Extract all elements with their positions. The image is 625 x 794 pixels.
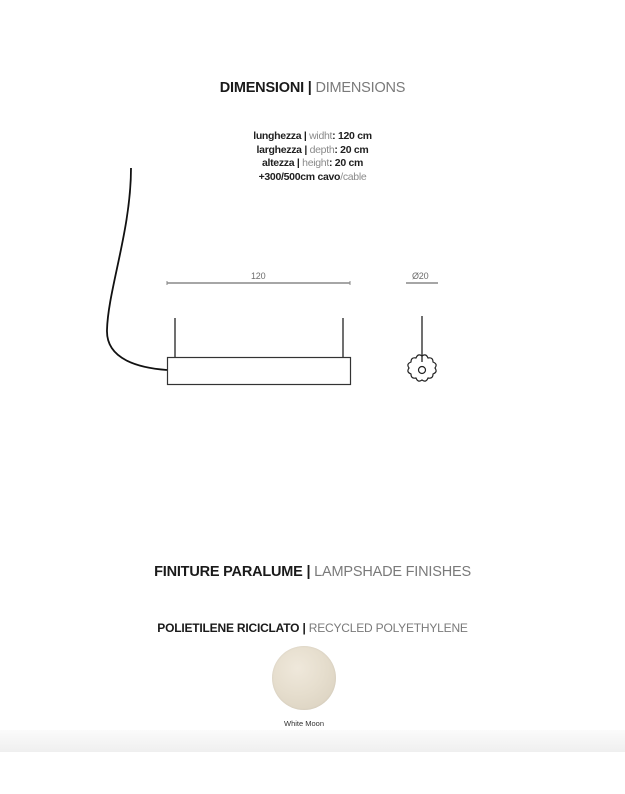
dimensions-heading-it: DIMENSIONI bbox=[219, 80, 304, 96]
page-bottom-edge bbox=[0, 730, 625, 753]
finishes-heading bbox=[0, 564, 625, 580]
spec-label-en: height bbox=[302, 157, 329, 169]
viewer-background bbox=[0, 752, 625, 794]
spec-label-en: widht bbox=[309, 130, 333, 142]
dimensions-heading bbox=[0, 80, 625, 96]
material-name-en: RECYCLED POLYETHYLENE bbox=[308, 621, 468, 635]
finishes-heading-en: LAMPSHADE FINISHES bbox=[314, 564, 471, 580]
spec-label-en: depth bbox=[309, 143, 335, 156]
heading-separator: | bbox=[303, 80, 316, 96]
dimensions-heading-en: DIMENSIONS bbox=[315, 80, 406, 96]
lamp-cross-section-center bbox=[419, 367, 426, 374]
spec-label-it: altezza bbox=[261, 157, 295, 169]
lamp-body-front-view bbox=[168, 358, 351, 385]
heading-separator: | bbox=[299, 621, 309, 635]
spec-sep: | bbox=[294, 157, 303, 169]
spec-label-it: lunghezza bbox=[253, 130, 302, 142]
cable-line bbox=[107, 168, 167, 370]
spec-length bbox=[0, 130, 625, 144]
heading-separator: | bbox=[302, 564, 315, 580]
spec-sep: | bbox=[301, 130, 310, 142]
spec-sep: / bbox=[340, 170, 343, 183]
spec-value: : 20 cm bbox=[328, 157, 364, 169]
finishes-heading-it: FINITURE PARALUME bbox=[154, 564, 303, 580]
width-dimension-label: 120 bbox=[251, 271, 266, 281]
diameter-dimension-label: Ø20 bbox=[412, 271, 429, 281]
spec-cable-prefix: +300/500cm cavo bbox=[258, 170, 341, 183]
spec-value: : 120 cm bbox=[332, 130, 372, 142]
material-heading bbox=[0, 621, 625, 635]
spec-label-en: cable bbox=[342, 170, 367, 183]
finish-swatch-label: White Moon bbox=[283, 719, 325, 728]
technical-drawing bbox=[0, 150, 625, 410]
spec-sep: | bbox=[301, 143, 310, 156]
spec-label-it: larghezza bbox=[256, 143, 302, 156]
finish-swatch-white-moon[interactable] bbox=[272, 646, 336, 710]
spec-value: : 20 cm bbox=[334, 143, 369, 156]
material-name-it: POLIETILENE RICICLATO bbox=[157, 621, 300, 635]
